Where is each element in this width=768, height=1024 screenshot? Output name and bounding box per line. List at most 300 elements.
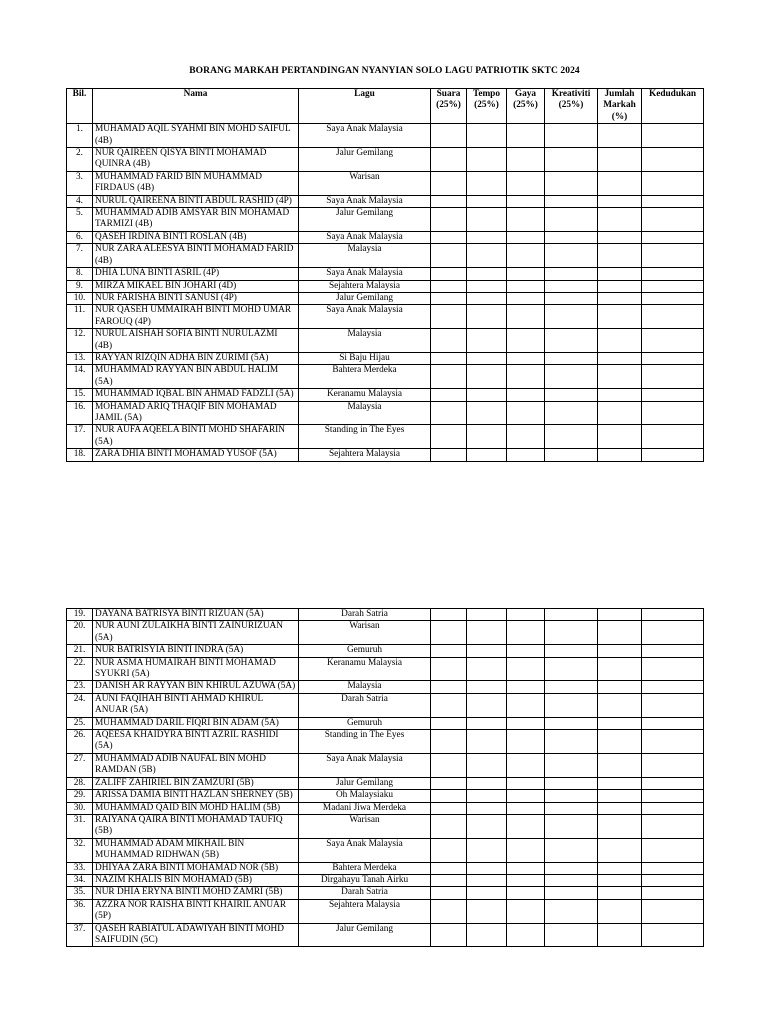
score-kreativiti-cell[interactable] [545, 292, 598, 304]
kedudukan-cell[interactable] [642, 389, 704, 401]
score-gaya-cell[interactable] [507, 329, 545, 353]
kedudukan-cell[interactable] [642, 790, 704, 802]
score-gaya-cell[interactable] [507, 621, 545, 645]
student-name: RAYYAN RIZQIN ADHA BIN ZURIMI (5A) [93, 352, 299, 364]
score-gaya-cell[interactable] [507, 814, 545, 838]
score-suara-cell[interactable] [431, 124, 467, 148]
total-markah-cell[interactable] [598, 838, 642, 862]
table-row [67, 777, 704, 789]
total-markah-cell[interactable] [598, 609, 642, 621]
total-markah-cell[interactable] [598, 329, 642, 353]
score-suara-cell[interactable] [431, 292, 467, 304]
score-suara-cell[interactable] [431, 874, 467, 886]
song-title: Saya Anak Malaysia [299, 231, 431, 243]
table-row [67, 401, 704, 425]
row-number: 11. [67, 305, 93, 329]
score-gaya-cell[interactable] [507, 352, 545, 364]
score-suara-cell[interactable] [431, 862, 467, 874]
score-suara-cell[interactable] [431, 231, 467, 243]
score-gaya-cell[interactable] [507, 609, 545, 621]
score-tempo-cell[interactable] [467, 352, 507, 364]
score-suara-cell[interactable] [431, 693, 467, 717]
score-suara-cell[interactable] [431, 838, 467, 862]
song-title: Jalur Gemilang [299, 208, 431, 232]
kedudukan-cell[interactable] [642, 621, 704, 645]
total-markah-cell[interactable] [598, 171, 642, 195]
row-number: 10. [67, 292, 93, 304]
table-body [67, 124, 704, 461]
score-gaya-cell[interactable] [507, 231, 545, 243]
score-gaya-cell[interactable] [507, 244, 545, 268]
total-markah-cell[interactable] [598, 352, 642, 364]
header-nama: Nama [93, 89, 299, 124]
score-kreativiti-cell[interactable] [545, 208, 598, 232]
score-gaya-cell[interactable] [507, 208, 545, 232]
table-row [67, 148, 704, 172]
score-suara-cell[interactable] [431, 657, 467, 681]
table-row [67, 609, 704, 621]
score-tempo-cell[interactable] [467, 425, 507, 449]
song-title: Dirgahayu Tanah Airku [299, 874, 431, 886]
total-markah-cell[interactable] [598, 305, 642, 329]
student-name: NUR BATRISYIA BINTI INDRA (5A) [93, 645, 299, 657]
kedudukan-cell[interactable] [642, 148, 704, 172]
total-markah-cell[interactable] [598, 124, 642, 148]
student-name: NUR AUNI ZULAIKHA BINTI ZAINURIZUAN (5A) [93, 621, 299, 645]
total-markah-cell[interactable] [598, 777, 642, 789]
score-kreativiti-cell[interactable] [545, 280, 598, 292]
score-kreativiti-cell[interactable] [545, 730, 598, 754]
score-gaya-cell[interactable] [507, 753, 545, 777]
score-kreativiti-cell[interactable] [545, 609, 598, 621]
score-gaya-cell[interactable] [507, 292, 545, 304]
kedudukan-cell[interactable] [642, 777, 704, 789]
score-suara-cell[interactable] [431, 753, 467, 777]
row-number: 8. [67, 268, 93, 280]
song-title: Si Baju Hijau [299, 352, 431, 364]
score-tempo-cell[interactable] [467, 777, 507, 789]
score-suara-cell[interactable] [431, 268, 467, 280]
score-suara-cell[interactable] [431, 777, 467, 789]
score-tempo-cell[interactable] [467, 899, 507, 923]
score-kreativiti-cell[interactable] [545, 874, 598, 886]
table-row [67, 887, 704, 899]
score-gaya-cell[interactable] [507, 887, 545, 899]
score-tempo-cell[interactable] [467, 195, 507, 207]
score-tempo-cell[interactable] [467, 681, 507, 693]
score-gaya-cell[interactable] [507, 401, 545, 425]
total-markah-cell[interactable] [598, 401, 642, 425]
table-row [67, 352, 704, 364]
table-row [67, 862, 704, 874]
score-kreativiti-cell[interactable] [545, 621, 598, 645]
score-gaya-cell[interactable] [507, 681, 545, 693]
row-number: 6. [67, 231, 93, 243]
student-name: DAYANA BATRISYA BINTI RIZUAN (5A) [93, 609, 299, 621]
table-row [67, 171, 704, 195]
score-tempo-cell[interactable] [467, 401, 507, 425]
score-tempo-cell[interactable] [467, 365, 507, 389]
row-number: 13. [67, 352, 93, 364]
total-markah-cell[interactable] [598, 231, 642, 243]
score-tempo-cell[interactable] [467, 802, 507, 814]
score-suara-cell[interactable] [431, 802, 467, 814]
total-markah-cell[interactable] [598, 621, 642, 645]
total-markah-cell[interactable] [598, 899, 642, 923]
score-tempo-cell[interactable] [467, 208, 507, 232]
kedudukan-cell[interactable] [642, 609, 704, 621]
score-gaya-cell[interactable] [507, 449, 545, 461]
kedudukan-cell[interactable] [642, 231, 704, 243]
score-gaya-cell[interactable] [507, 923, 545, 947]
student-name: DHIA LUNA BINTI ASRIL (4P) [93, 268, 299, 280]
total-markah-cell[interactable] [598, 887, 642, 899]
row-number: 3. [67, 171, 93, 195]
score-gaya-cell[interactable] [507, 425, 545, 449]
kedudukan-cell[interactable] [642, 730, 704, 754]
student-name: MUHAMMAD QAID BIN MOHD HALIM (5B) [93, 802, 299, 814]
row-number: 9. [67, 280, 93, 292]
total-markah-cell[interactable] [598, 645, 642, 657]
song-title: Keranamu Malaysia [299, 389, 431, 401]
total-markah-cell[interactable] [598, 730, 642, 754]
total-markah-cell[interactable] [598, 280, 642, 292]
row-number: 16. [67, 401, 93, 425]
score-kreativiti-cell[interactable] [545, 449, 598, 461]
score-kreativiti-cell[interactable] [545, 231, 598, 243]
score-table-page-1 [66, 88, 704, 462]
score-suara-cell[interactable] [431, 148, 467, 172]
row-number: 37. [67, 923, 93, 947]
score-tempo-cell[interactable] [467, 814, 507, 838]
score-kreativiti-cell[interactable] [545, 401, 598, 425]
kedudukan-cell[interactable] [642, 802, 704, 814]
score-suara-cell[interactable] [431, 365, 467, 389]
score-suara-cell[interactable] [431, 814, 467, 838]
student-name: NAZIM KHALIS BIN MOHAMAD (5B) [93, 874, 299, 886]
header-gaya: Gaya (25%) [507, 89, 545, 124]
total-markah-cell[interactable] [598, 923, 642, 947]
score-kreativiti-cell[interactable] [545, 790, 598, 802]
row-number: 32. [67, 838, 93, 862]
score-suara-cell[interactable] [431, 621, 467, 645]
header-lagu: Lagu [299, 89, 431, 124]
score-kreativiti-cell[interactable] [545, 681, 598, 693]
score-suara-cell[interactable] [431, 305, 467, 329]
score-tempo-cell[interactable] [467, 790, 507, 802]
kedudukan-cell[interactable] [642, 124, 704, 148]
kedudukan-cell[interactable] [642, 195, 704, 207]
song-title: Malaysia [299, 329, 431, 353]
kedudukan-cell[interactable] [642, 874, 704, 886]
score-kreativiti-cell[interactable] [545, 148, 598, 172]
student-name: DANISH AR RAYYAN BIN KHIRUL AZUWA (5A) [93, 681, 299, 693]
student-name: MOHAMAD ARIQ THAQIF BIN MOHAMAD JAMIL (5A) [93, 401, 299, 425]
total-markah-cell[interactable] [598, 292, 642, 304]
score-gaya-cell[interactable] [507, 389, 545, 401]
row-number: 25. [67, 717, 93, 729]
score-suara-cell[interactable] [431, 208, 467, 232]
score-suara-cell[interactable] [431, 449, 467, 461]
page-title: BORANG MARKAH PERTANDINGAN NYANYIAN SOLO LAGU PATRIOTIK SKTC 2024 [189, 66, 580, 76]
total-markah-cell[interactable] [598, 365, 642, 389]
header-row [67, 89, 704, 124]
score-kreativiti-cell[interactable] [545, 899, 598, 923]
total-markah-cell[interactable] [598, 802, 642, 814]
score-gaya-cell[interactable] [507, 899, 545, 923]
kedudukan-cell[interactable] [642, 280, 704, 292]
song-title: Keranamu Malaysia [299, 657, 431, 681]
kedudukan-cell[interactable] [642, 171, 704, 195]
score-tempo-cell[interactable] [467, 244, 507, 268]
score-gaya-cell[interactable] [507, 730, 545, 754]
total-markah-cell[interactable] [598, 244, 642, 268]
score-tempo-cell[interactable] [467, 389, 507, 401]
score-suara-cell[interactable] [431, 887, 467, 899]
student-name: NURUL QAIREENA BINTI ABDUL RASHID (4P) [93, 195, 299, 207]
score-kreativiti-cell[interactable] [545, 329, 598, 353]
score-kreativiti-cell[interactable] [545, 365, 598, 389]
score-tempo-cell[interactable] [467, 231, 507, 243]
score-gaya-cell[interactable] [507, 777, 545, 789]
score-kreativiti-cell[interactable] [545, 657, 598, 681]
score-tempo-cell[interactable] [467, 621, 507, 645]
score-tempo-cell[interactable] [467, 874, 507, 886]
score-kreativiti-cell[interactable] [545, 268, 598, 280]
song-title: Warisan [299, 171, 431, 195]
kedudukan-cell[interactable] [642, 814, 704, 838]
score-tempo-cell[interactable] [467, 124, 507, 148]
kedudukan-cell[interactable] [642, 923, 704, 947]
score-tempo-cell[interactable] [467, 862, 507, 874]
score-tempo-cell[interactable] [467, 329, 507, 353]
score-tempo-cell[interactable] [467, 887, 507, 899]
total-markah-cell[interactable] [598, 195, 642, 207]
score-gaya-cell[interactable] [507, 171, 545, 195]
score-suara-cell[interactable] [431, 244, 467, 268]
score-kreativiti-cell[interactable] [545, 923, 598, 947]
kedudukan-cell[interactable] [642, 693, 704, 717]
total-markah-cell[interactable] [598, 449, 642, 461]
score-tempo-cell[interactable] [467, 730, 507, 754]
student-name: MUHAMMAD ADIB NAUFAL BIN MOHD RAMDAN (5B) [93, 753, 299, 777]
total-markah-cell[interactable] [598, 148, 642, 172]
score-kreativiti-cell[interactable] [545, 802, 598, 814]
score-kreativiti-cell[interactable] [545, 717, 598, 729]
student-name: NUR ASMA HUMAIRAH BINTI MOHAMAD SYUKRI (5A) [93, 657, 299, 681]
score-tempo-cell[interactable] [467, 148, 507, 172]
kedudukan-cell[interactable] [642, 329, 704, 353]
score-suara-cell[interactable] [431, 352, 467, 364]
score-kreativiti-cell[interactable] [545, 887, 598, 899]
row-number: 4. [67, 195, 93, 207]
row-number: 19. [67, 609, 93, 621]
score-suara-cell[interactable] [431, 717, 467, 729]
score-kreativiti-cell[interactable] [545, 305, 598, 329]
kedudukan-cell[interactable] [642, 717, 704, 729]
score-kreativiti-cell[interactable] [545, 389, 598, 401]
kedudukan-cell[interactable] [642, 657, 704, 681]
kedudukan-cell[interactable] [642, 268, 704, 280]
total-markah-cell[interactable] [598, 389, 642, 401]
score-kreativiti-cell[interactable] [545, 645, 598, 657]
student-name: MUHAMMAD ADAM MIKHAIL BIN MUHAMMAD RIDHWAN (5B) [93, 838, 299, 862]
score-suara-cell[interactable] [431, 171, 467, 195]
table-row [67, 730, 704, 754]
score-gaya-cell[interactable] [507, 693, 545, 717]
row-number: 18. [67, 449, 93, 461]
kedudukan-cell[interactable] [642, 681, 704, 693]
total-markah-cell[interactable] [598, 681, 642, 693]
kedudukan-cell[interactable] [642, 887, 704, 899]
score-gaya-cell[interactable] [507, 195, 545, 207]
score-gaya-cell[interactable] [507, 802, 545, 814]
total-markah-cell[interactable] [598, 874, 642, 886]
score-tempo-cell[interactable] [467, 609, 507, 621]
score-suara-cell[interactable] [431, 790, 467, 802]
table-row [67, 389, 704, 401]
score-suara-cell[interactable] [431, 280, 467, 292]
score-gaya-cell[interactable] [507, 790, 545, 802]
table-row [67, 838, 704, 862]
score-suara-cell[interactable] [431, 329, 467, 353]
score-tempo-cell[interactable] [467, 268, 507, 280]
student-name: RAIYANA QAIRA BINTI MOHAMAD TAUFIQ (5B) [93, 814, 299, 838]
score-kreativiti-cell[interactable] [545, 814, 598, 838]
song-title: Madani Jiwa Merdeka [299, 802, 431, 814]
score-kreativiti-cell[interactable] [545, 693, 598, 717]
score-tempo-cell[interactable] [467, 292, 507, 304]
score-gaya-cell[interactable] [507, 838, 545, 862]
kedudukan-cell[interactable] [642, 292, 704, 304]
score-gaya-cell[interactable] [507, 862, 545, 874]
table-row [67, 802, 704, 814]
row-number: 33. [67, 862, 93, 874]
score-suara-cell[interactable] [431, 899, 467, 923]
score-kreativiti-cell[interactable] [545, 425, 598, 449]
score-gaya-cell[interactable] [507, 268, 545, 280]
table-row [67, 753, 704, 777]
student-name: MUHAMMAD DARIL FIQRI BIN ADAM (5A) [93, 717, 299, 729]
kedudukan-cell[interactable] [642, 425, 704, 449]
kedudukan-cell[interactable] [642, 305, 704, 329]
row-number: 14. [67, 365, 93, 389]
kedudukan-cell[interactable] [642, 365, 704, 389]
score-tempo-cell[interactable] [467, 753, 507, 777]
score-kreativiti-cell[interactable] [545, 171, 598, 195]
kedudukan-cell[interactable] [642, 753, 704, 777]
score-kreativiti-cell[interactable] [545, 838, 598, 862]
row-number: 34. [67, 874, 93, 886]
total-markah-cell[interactable] [598, 425, 642, 449]
kedudukan-cell[interactable] [642, 208, 704, 232]
score-gaya-cell[interactable] [507, 365, 545, 389]
score-gaya-cell[interactable] [507, 280, 545, 292]
header-bil: Bil. [67, 89, 93, 124]
kedudukan-cell[interactable] [642, 899, 704, 923]
student-name: AZZRA NOR RAISHA BINTI KHAIRIL ANUAR (5P) [93, 899, 299, 923]
score-gaya-cell[interactable] [507, 124, 545, 148]
kedudukan-cell[interactable] [642, 352, 704, 364]
kedudukan-cell[interactable] [642, 449, 704, 461]
kedudukan-cell[interactable] [642, 862, 704, 874]
score-kreativiti-cell[interactable] [545, 124, 598, 148]
table-row [67, 305, 704, 329]
score-tempo-cell[interactable] [467, 305, 507, 329]
score-suara-cell[interactable] [431, 195, 467, 207]
score-gaya-cell[interactable] [507, 305, 545, 329]
score-tempo-cell[interactable] [467, 657, 507, 681]
row-number: 2. [67, 148, 93, 172]
score-kreativiti-cell[interactable] [545, 777, 598, 789]
table-row [67, 657, 704, 681]
score-tempo-cell[interactable] [467, 717, 507, 729]
total-markah-cell[interactable] [598, 790, 642, 802]
kedudukan-cell[interactable] [642, 401, 704, 425]
student-name: MUHAMMAD FARID BIN MUHAMMAD FIRDAUS (4B) [93, 171, 299, 195]
total-markah-cell[interactable] [598, 657, 642, 681]
score-gaya-cell[interactable] [507, 645, 545, 657]
row-number: 22. [67, 657, 93, 681]
score-tempo-cell[interactable] [467, 171, 507, 195]
header-kedudukan: Kedudukan [642, 89, 704, 124]
table-row [67, 365, 704, 389]
score-tempo-cell[interactable] [467, 923, 507, 947]
total-markah-cell[interactable] [598, 693, 642, 717]
table-row [67, 693, 704, 717]
score-tempo-cell[interactable] [467, 693, 507, 717]
student-name: QASEH RABIATUL ADAWIYAH BINTI MOHD SAIFUDIN (5C) [93, 923, 299, 947]
score-suara-cell[interactable] [431, 681, 467, 693]
score-gaya-cell[interactable] [507, 148, 545, 172]
row-number: 26. [67, 730, 93, 754]
score-tempo-cell[interactable] [467, 838, 507, 862]
song-title: Sejahtera Malaysia [299, 280, 431, 292]
score-suara-cell[interactable] [431, 389, 467, 401]
score-suara-cell[interactable] [431, 401, 467, 425]
score-kreativiti-cell[interactable] [545, 244, 598, 268]
score-gaya-cell[interactable] [507, 657, 545, 681]
kedudukan-cell[interactable] [642, 244, 704, 268]
score-kreativiti-cell[interactable] [545, 195, 598, 207]
song-title: Gemuruh [299, 645, 431, 657]
score-kreativiti-cell[interactable] [545, 753, 598, 777]
total-markah-cell[interactable] [598, 753, 642, 777]
kedudukan-cell[interactable] [642, 645, 704, 657]
total-markah-cell[interactable] [598, 208, 642, 232]
total-markah-cell[interactable] [598, 717, 642, 729]
student-name: NURUL AISHAH SOFIA BINTI NURULAZMI (4B) [93, 329, 299, 353]
score-tempo-cell[interactable] [467, 280, 507, 292]
score-suara-cell[interactable] [431, 645, 467, 657]
score-gaya-cell[interactable] [507, 717, 545, 729]
score-suara-cell[interactable] [431, 609, 467, 621]
score-tempo-cell[interactable] [467, 449, 507, 461]
score-kreativiti-cell[interactable] [545, 862, 598, 874]
total-markah-cell[interactable] [598, 268, 642, 280]
score-suara-cell[interactable] [431, 923, 467, 947]
score-suara-cell[interactable] [431, 730, 467, 754]
student-name: NUR FARISHA BINTI SANUSI (4P) [93, 292, 299, 304]
song-title: Darah Satria [299, 887, 431, 899]
total-markah-cell[interactable] [598, 814, 642, 838]
total-markah-cell[interactable] [598, 862, 642, 874]
score-suara-cell[interactable] [431, 425, 467, 449]
score-tempo-cell[interactable] [467, 645, 507, 657]
score-kreativiti-cell[interactable] [545, 352, 598, 364]
kedudukan-cell[interactable] [642, 838, 704, 862]
score-gaya-cell[interactable] [507, 874, 545, 886]
